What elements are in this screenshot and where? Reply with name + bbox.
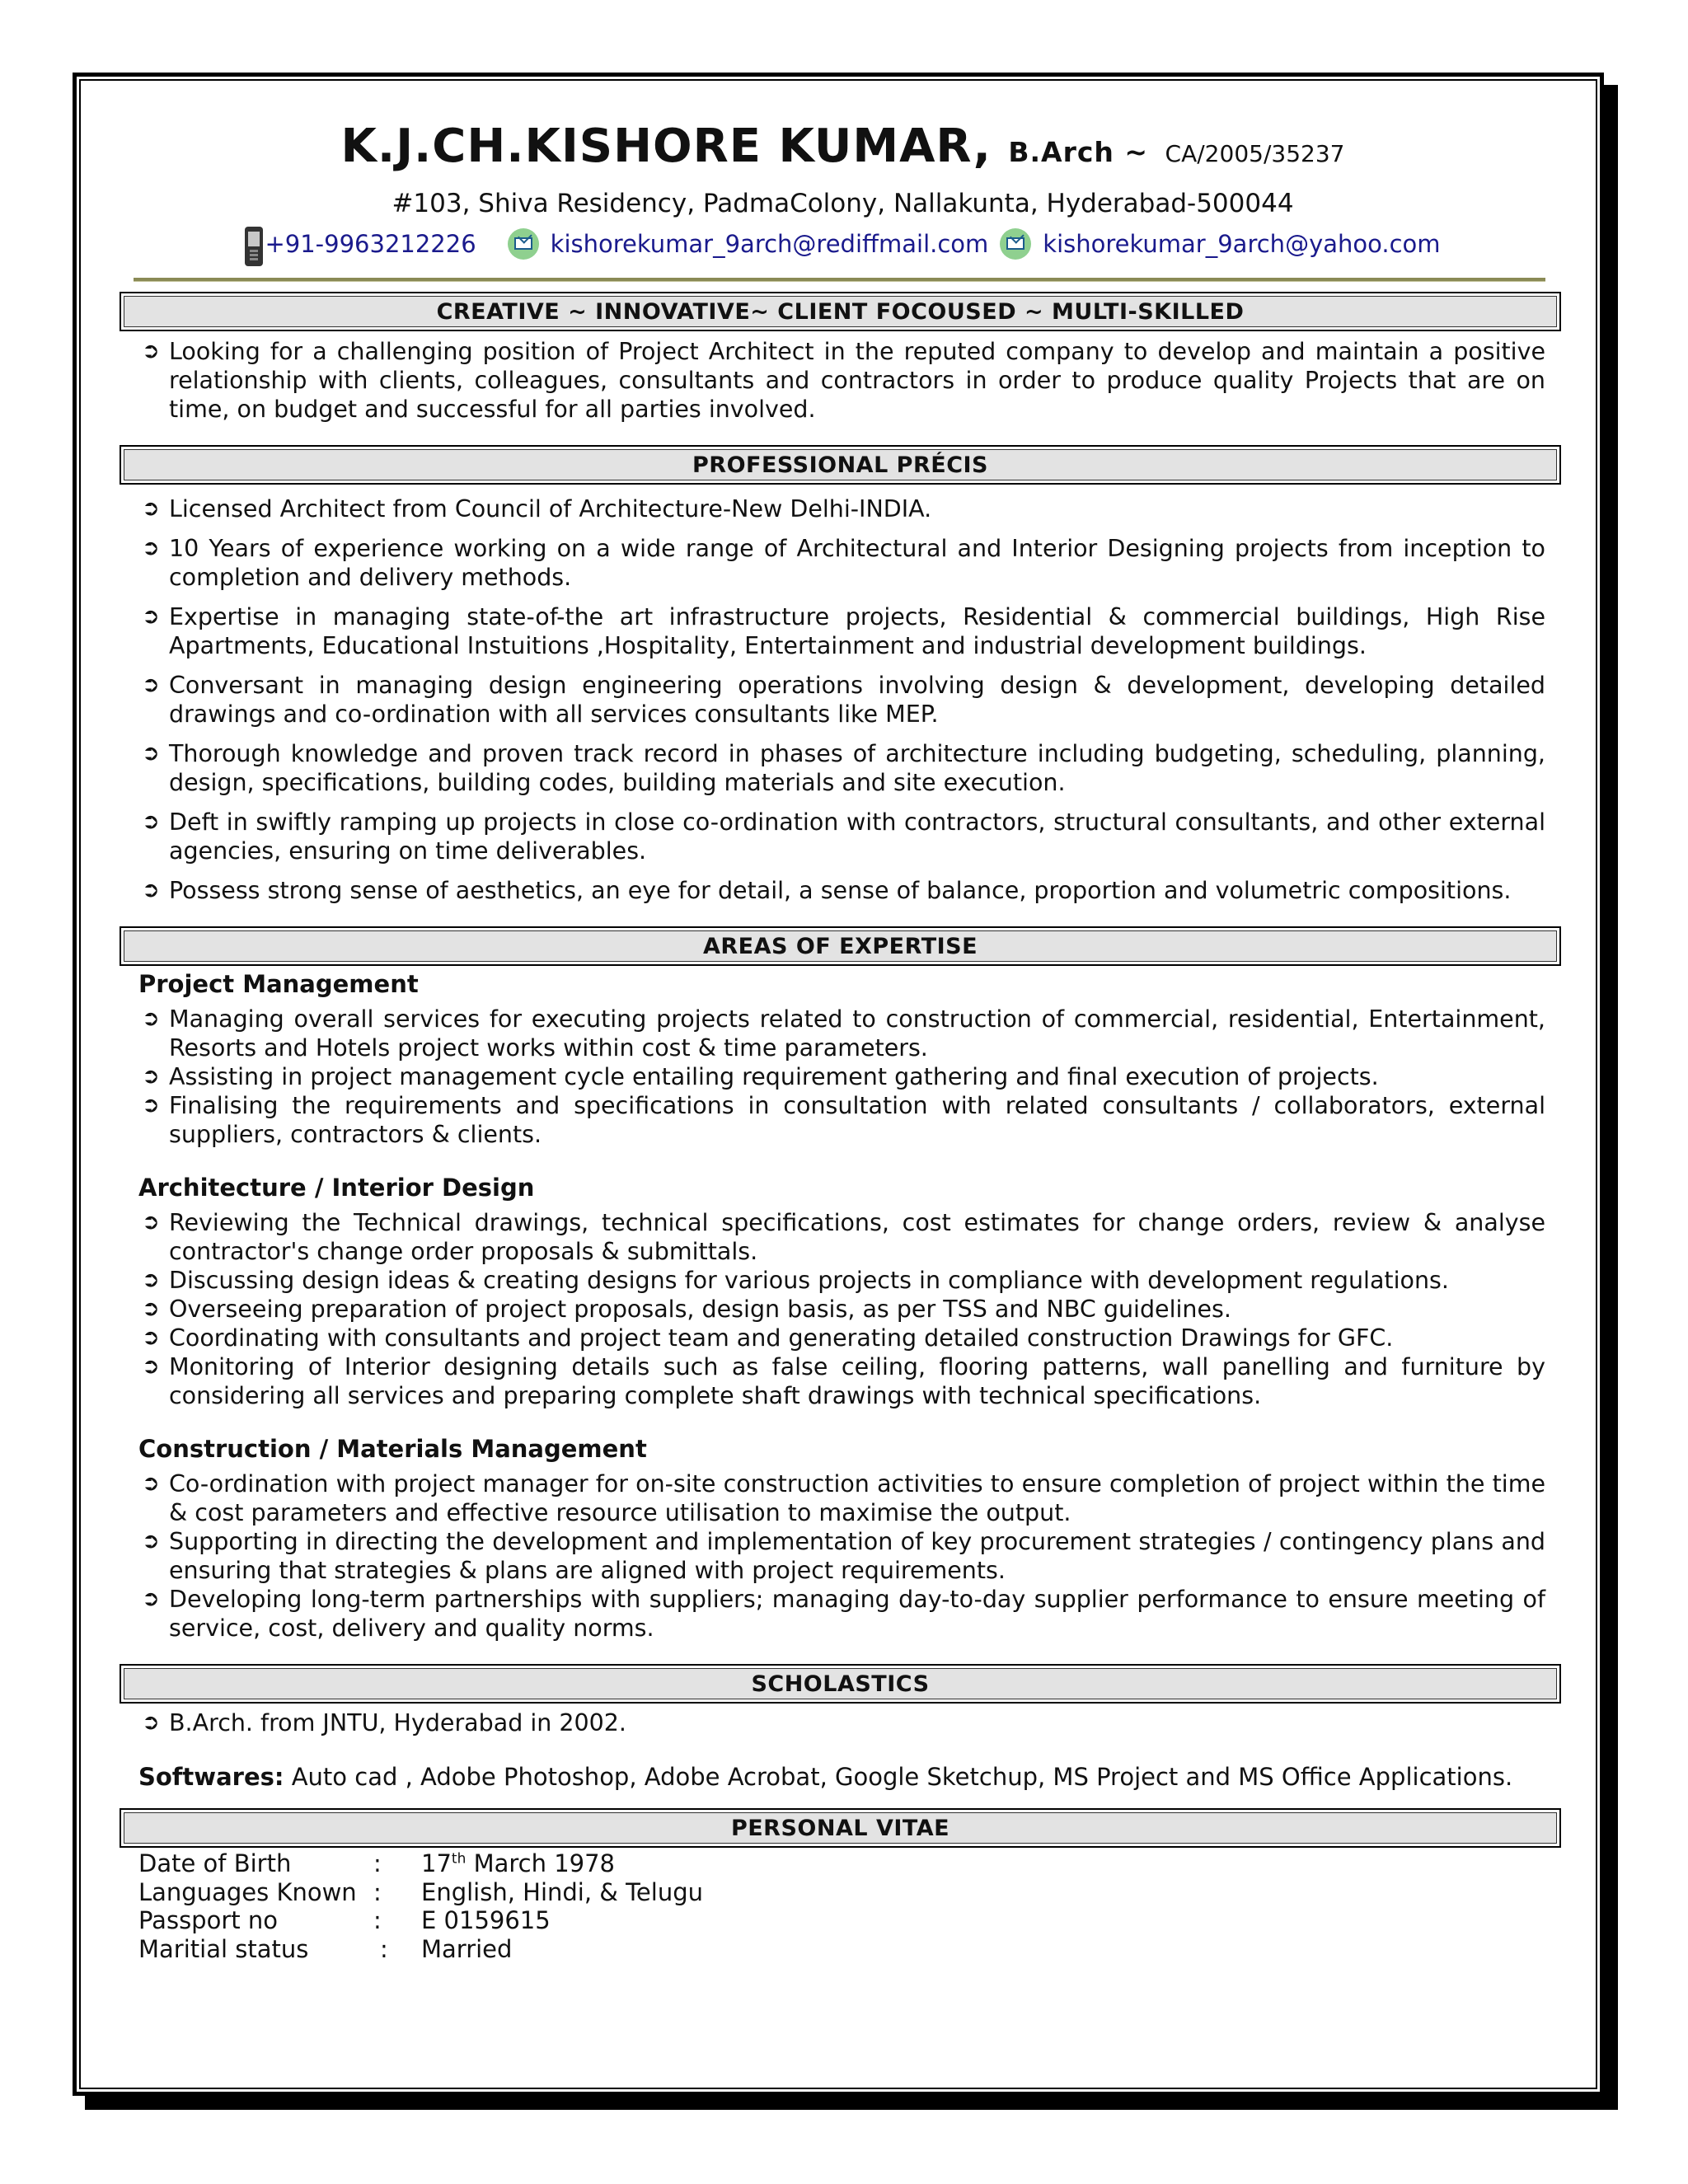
phone-number: +91-9963212226 bbox=[265, 230, 476, 258]
arrow-bullet-icon: ➲ bbox=[142, 1586, 160, 1611]
arrow-bullet-icon: ➲ bbox=[142, 1006, 160, 1031]
list-item: ➲ Reviewing the Technical drawings, technical specifications, cost estimates for change orders, review & analyse contractor's change order proposals & submittals. bbox=[142, 1209, 1545, 1265]
arrow-bullet-icon: ➲ bbox=[142, 1268, 160, 1292]
arrow-bullet-icon: ➲ bbox=[142, 809, 160, 834]
software-line bbox=[120, 1761, 1566, 1793]
list-item: ➲ Co-ordination with project manager for on-site construction activities to ensure completion of project within the time & cost parameters and effective resource utilisation to maximise the output. bbox=[142, 1470, 1545, 1526]
name-line bbox=[120, 115, 1566, 185]
project-management-list bbox=[120, 1005, 1566, 1149]
section-bar-scholastics bbox=[120, 1664, 1561, 1704]
arrow-bullet-icon: ➲ bbox=[142, 1325, 160, 1350]
list-item: ➲ Finalising the requirements and specifications in consultation with related consultants / collaborators, external suppliers, contractors & clients. bbox=[142, 1092, 1545, 1148]
list-item: ➲ Thorough knowledge and proven track record in phases of architecture including budgeting, scheduling, planning, design, specifications, building codes, building materials and site execution. bbox=[142, 740, 1545, 796]
list-item: ➲ 10 Years of experience working on a wide range of Architectural and Interior Designing projects from inception to completion and delivery methods. bbox=[142, 535, 1545, 591]
separator: : bbox=[373, 1849, 382, 1877]
section-bar-expertise bbox=[120, 926, 1561, 966]
list-item: ➲ Assisting in project management cycle entailing requirement gathering and final execution of projects. bbox=[142, 1063, 1379, 1090]
list-item: ➲ Licensed Architect from Council of Architecture-New Delhi-INDIA. bbox=[142, 495, 932, 523]
degree: B.Arch ~ bbox=[1008, 136, 1149, 168]
separator: : bbox=[373, 1906, 382, 1934]
registration-number: CA/2005/35237 bbox=[1165, 140, 1345, 167]
contact-line bbox=[120, 222, 1566, 266]
list-item: ➲ Managing overall services for executing projects related to construction of commercial, residential, Entertainment, Resorts and Hotels project works within cost & time parameters. bbox=[142, 1005, 1545, 1062]
email-yahoo[interactable]: kishorekumar_9arch@yahoo.com bbox=[1043, 230, 1441, 258]
marital-label: Maritial status bbox=[138, 1934, 309, 1963]
email-icon bbox=[508, 228, 539, 260]
arrow-bullet-icon: ➲ bbox=[142, 741, 160, 766]
section-title: PERSONAL VITAE bbox=[124, 1812, 1557, 1844]
phone-group bbox=[245, 222, 476, 266]
languages-label: Languages Known bbox=[138, 1877, 357, 1906]
subhead-project-management: Project Management bbox=[138, 970, 419, 998]
precis-list bbox=[120, 494, 1566, 905]
personal-details-table bbox=[138, 1849, 703, 1963]
section-bar-precis bbox=[120, 445, 1561, 485]
arrow-bullet-icon: ➲ bbox=[142, 339, 160, 363]
table-row bbox=[138, 1878, 703, 1907]
list-item: ➲ Coordinating with consultants and project team and generating detailed construction Drawings for GFC. bbox=[142, 1324, 1394, 1352]
list-item: ➲ Discussing design ideas & creating designs for various projects in compliance with development regulations. bbox=[142, 1267, 1449, 1294]
mobile-phone-icon bbox=[245, 227, 263, 266]
table-row bbox=[138, 1906, 703, 1935]
list-item: ➲ Monitoring of Interior designing details such as false ceiling, flooring patterns, wall panelling and furniture by considering all services and preparing complete shaft drawings with technical specifications. bbox=[142, 1353, 1545, 1409]
arrow-bullet-icon: ➲ bbox=[142, 1710, 160, 1735]
table-row bbox=[138, 1849, 703, 1878]
dob-value: 17th March 1978 bbox=[421, 1849, 616, 1877]
section-title: AREAS OF EXPERTISE bbox=[124, 930, 1557, 962]
marital-value: Married bbox=[421, 1934, 513, 1963]
candidate-name: K.J.CH.KISHORE KUMAR bbox=[340, 120, 973, 173]
table-row bbox=[138, 1935, 703, 1964]
address: #103, Shiva Residency, PadmaColony, Nallakunta, Hyderabad-500044 bbox=[392, 189, 1294, 218]
section-bar-personal bbox=[120, 1808, 1561, 1848]
separator: : bbox=[380, 1934, 388, 1963]
arrow-bullet-icon: ➲ bbox=[142, 1354, 160, 1379]
list-item: ➲ Overseeing preparation of project proposals, design basis, as per TSS and NBC guidelines. bbox=[142, 1296, 1231, 1323]
section-bar-objective bbox=[120, 292, 1561, 331]
languages-value: English, Hindi, & Telugu bbox=[421, 1877, 703, 1906]
section-title: CREATIVE ~ INNOVATIVE~ CLIENT FOCOUSED ~ MULTI-SKILLED bbox=[124, 296, 1557, 327]
list-item: ➲ Looking for a challenging position of Project Architect in the reputed company to develop and maintain a positive relationship with clients, colleagues, consultants and contractors in order to produce quality Projects that are on time, on budget and successful for all parties involved. bbox=[142, 338, 1545, 423]
list-item: ➲ Conversant in managing design engineering operations involving design & development, developing detailed drawings and co-ordination with all services consultants like MEP. bbox=[142, 672, 1545, 728]
scholastics-list bbox=[120, 1708, 1566, 1737]
list-item: ➲ B.Arch. from JNTU, Hyderabad in 2002. bbox=[142, 1709, 626, 1736]
passport-value: E 0159615 bbox=[421, 1906, 551, 1934]
list-item: ➲ Developing long-term partnerships with suppliers; managing day-to-day supplier performance to ensure meeting of service, cost, delivery and quality norms. bbox=[142, 1586, 1545, 1642]
arrow-bullet-icon: ➲ bbox=[142, 1064, 160, 1089]
arrow-bullet-icon: ➲ bbox=[142, 1296, 160, 1321]
section-title: SCHOLASTICS bbox=[124, 1668, 1557, 1699]
subhead-architecture-interior: Architecture / Interior Design bbox=[138, 1174, 535, 1202]
construction-materials-list bbox=[120, 1469, 1566, 1643]
email-rediff[interactable]: kishorekumar_9arch@rediffmail.com bbox=[550, 230, 989, 258]
list-item: ➲ Expertise in managing state-of-the art infrastructure projects, Residential & commercial buildings, High Rise Apartments, Educational Instuitions ,Hospitality, Entertainment and industrial development buildings. bbox=[142, 603, 1545, 659]
header-rule bbox=[134, 278, 1545, 282]
list-item: ➲ Possess strong sense of aesthetics, an eye for detail, a sense of balance, proportion and volumetric compositions. bbox=[142, 877, 1512, 904]
section-title: PROFESSIONAL PRÉCIS bbox=[124, 449, 1557, 480]
arrow-bullet-icon: ➲ bbox=[142, 604, 160, 629]
architecture-interior-list bbox=[120, 1208, 1566, 1410]
arrow-bullet-icon: ➲ bbox=[142, 878, 160, 902]
list-item: ➲ Deft in swiftly ramping up projects in close co-ordination with contractors, structural consultants, and other external agencies, ensuring on time deliverables. bbox=[142, 808, 1545, 865]
software-label: Softwares: bbox=[138, 1763, 284, 1791]
subhead-construction-materials: Construction / Materials Management bbox=[138, 1435, 647, 1463]
resume-content bbox=[120, 115, 1566, 1963]
arrow-bullet-icon: ➲ bbox=[142, 496, 160, 521]
arrow-bullet-icon: ➲ bbox=[142, 1529, 160, 1554]
name-comma: , bbox=[973, 120, 992, 173]
arrow-bullet-icon: ➲ bbox=[142, 536, 160, 560]
resume-header bbox=[120, 115, 1566, 282]
email-icon bbox=[1000, 228, 1031, 260]
software-value: Auto cad , Adobe Photoshop, Adobe Acrobat, Google Sketchup, MS Project and MS Office Applications. bbox=[284, 1763, 1513, 1791]
arrow-bullet-icon: ➲ bbox=[142, 1210, 160, 1235]
separator: : bbox=[373, 1877, 382, 1906]
arrow-bullet-icon: ➲ bbox=[142, 1471, 160, 1496]
passport-label: Passport no bbox=[138, 1906, 278, 1934]
dob-label: Date of Birth bbox=[138, 1849, 292, 1877]
arrow-bullet-icon: ➲ bbox=[142, 673, 160, 697]
objective-list bbox=[120, 337, 1566, 424]
arrow-bullet-icon: ➲ bbox=[142, 1093, 160, 1118]
list-item: ➲ Supporting in directing the development and implementation of key procurement strategies / contingency plans and ensuring that strategies & plans are aligned with project requirements. bbox=[142, 1528, 1545, 1584]
